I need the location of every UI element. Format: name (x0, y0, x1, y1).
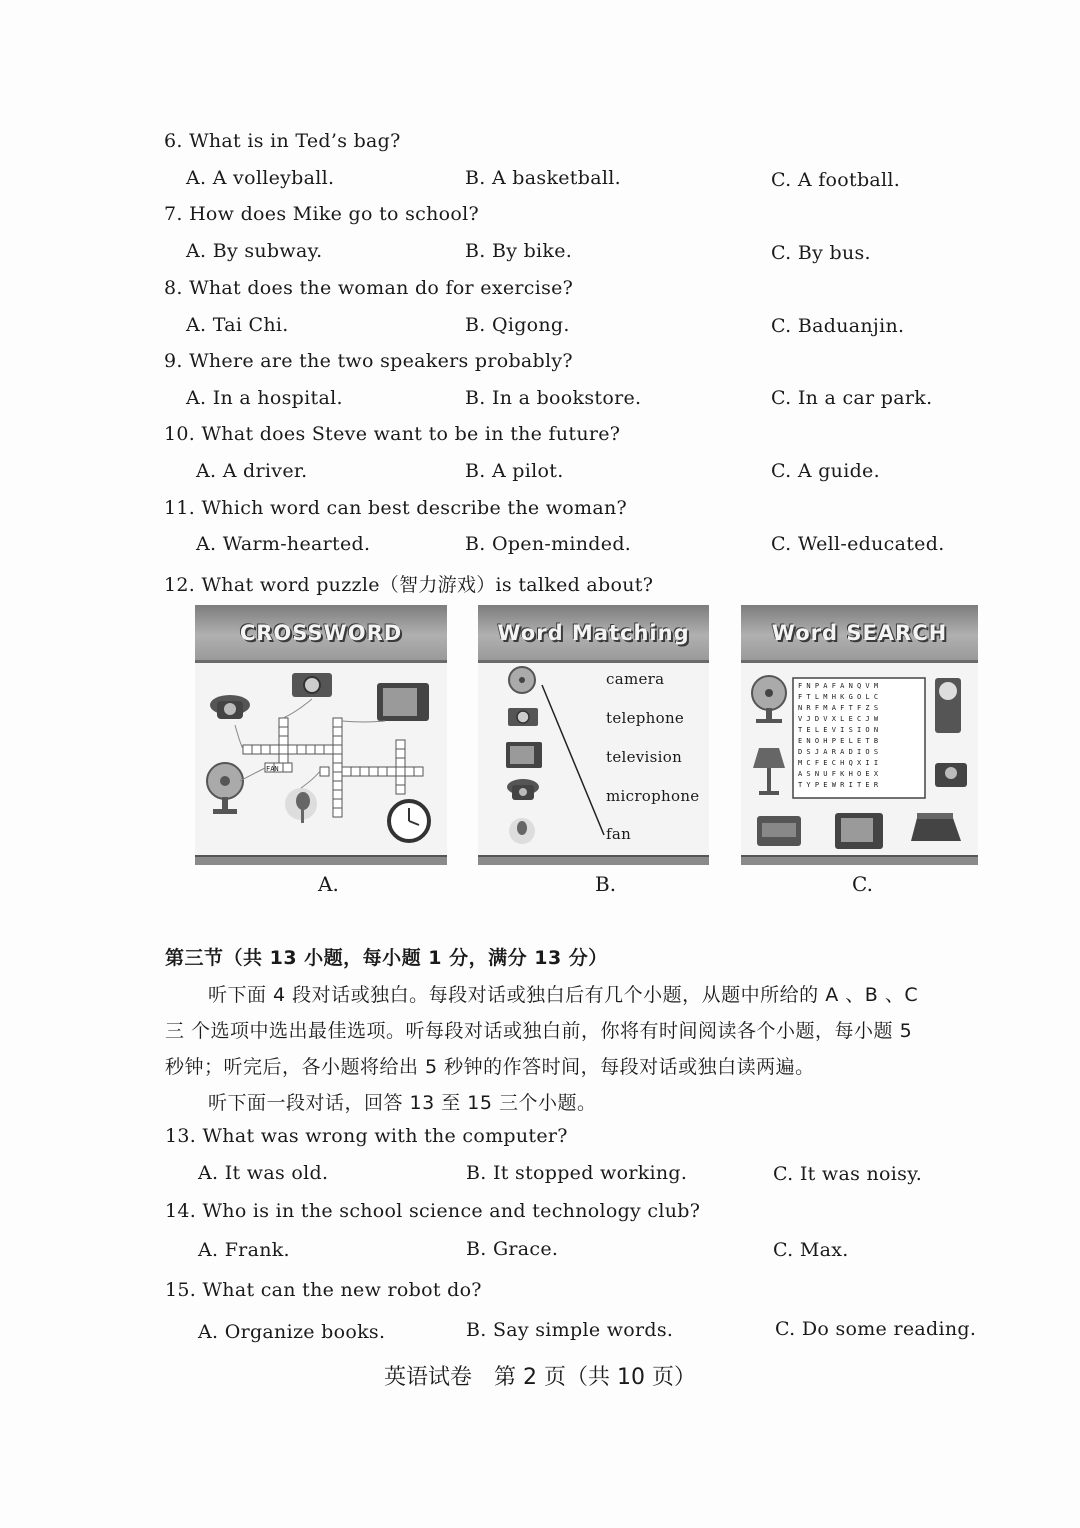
section-3-instructions-line-3: 秒钟；听完后，各小题将给出 5 秒钟的作答时间，每段对话或独白读两遍。 (165, 1056, 815, 1078)
microphone-icon (509, 818, 535, 844)
camera-icon (508, 708, 538, 726)
puzzle-label-c: C. (852, 872, 873, 896)
grid-row: E N O H P E L E T B (798, 737, 879, 745)
panel-c-footer (741, 855, 978, 865)
question-8-option-a: A. Tai Chi. (186, 314, 289, 336)
crossword-fan-word: FAN (266, 765, 279, 773)
grid-row: T Y P E W R I T E R (798, 781, 879, 789)
question-7-option-a: A. By subway. (186, 240, 323, 262)
panel-a-footer (195, 855, 447, 865)
grid-row: V J D V X L E C J W (798, 715, 879, 723)
question-13-option-c: C. It was noisy. (773, 1163, 923, 1185)
question-13-stem: 13. What was wrong with the computer? (165, 1125, 568, 1147)
question-14-stem: 14. Who is in the school science and technology club? (165, 1200, 701, 1222)
question-10-option-a: A. A driver. (196, 460, 308, 482)
question-15-option-a: A. Organize books. (198, 1321, 386, 1343)
question-8-stem: 8. What does the woman do for exercise? (164, 277, 574, 299)
microphone-icon (285, 788, 317, 823)
grid-row: F N P A F A N Q V M (798, 682, 879, 690)
question-15-option-c: C. Do some reading. (775, 1318, 977, 1340)
panel-a-title: CROSSWORD (239, 620, 403, 645)
question-9-option-a: A. In a hospital. (186, 387, 343, 409)
puzzle-panel-a (195, 605, 447, 865)
panel-b-header (478, 605, 709, 663)
radio-icon (757, 816, 801, 846)
puzzle-panel-b (478, 605, 709, 865)
question-15-option-b: B. Say simple words. (466, 1319, 674, 1341)
question-14-option-b: B. Grace. (466, 1238, 559, 1260)
question-8-option-b: B. Qigong. (465, 314, 570, 336)
telephone-icon (935, 763, 967, 787)
question-7-stem: 7. How does Mike go to school? (164, 203, 479, 225)
section-3-instructions-line-1: 听下面 4 段对话或独白。每段对话或独白后有几个小题，从题中所给的 A 、B 、C (208, 984, 919, 1006)
telephone-icon (507, 779, 539, 800)
question-13-option-a: A. It was old. (198, 1162, 329, 1184)
panel-a-header (195, 605, 447, 663)
question-14-option-c: C. Max. (773, 1239, 849, 1261)
question-9-option-b: B. In a bookstore. (465, 387, 642, 409)
question-10-option-c: C. A guide. (771, 460, 880, 482)
question-9-option-c: C. In a car park. (771, 387, 933, 409)
puzzle-panel-c (741, 605, 978, 865)
question-6-option-c: C. A football. (771, 169, 901, 191)
question-12-stem: 12. What word puzzle（智力游戏）is talked about? (164, 574, 654, 596)
question-11-option-a: A. Warm-hearted. (196, 533, 371, 555)
question-6-option-b: B. A basketball. (465, 167, 621, 189)
grid-row: M C F E C H Q X I I (798, 759, 879, 767)
fan-icon (752, 676, 786, 723)
question-7-option-c: C. By bus. (771, 242, 871, 264)
grid-row: D S J A R A D I O S (798, 748, 879, 756)
question-11-option-c: C. Well-educated. (771, 533, 945, 555)
question-8-option-c: C. Baduanjin. (771, 315, 905, 337)
match-word-telephone: telephone (606, 709, 685, 727)
clock-icon (935, 678, 961, 733)
television-icon (835, 813, 883, 849)
grid-row: N R F M A F T F Z S (798, 704, 879, 712)
typewriter-icon (911, 813, 961, 841)
television-icon (377, 683, 429, 721)
television-icon (506, 742, 542, 768)
matching-line (542, 685, 604, 835)
question-11-stem: 11. Which word can best describe the woman? (164, 497, 628, 519)
grid-row: T E L E V I S I O N (798, 726, 879, 734)
question-9-stem: 9. Where are the two speakers probably? (164, 350, 573, 372)
match-word-television: television (606, 748, 683, 766)
question-10-option-b: B. A pilot. (465, 460, 564, 482)
panel-c-header (741, 605, 978, 663)
fan-icon (207, 763, 243, 814)
lamp-icon (753, 748, 785, 795)
telephone-icon (210, 695, 250, 719)
section-3-heading: 第三节（共 13 小题，每小题 1 分，满分 13 分） (165, 947, 608, 969)
panel-b-title: Word Matching (497, 620, 690, 645)
panel-b-footer (478, 855, 709, 865)
section-3-sub-instruction: 听下面一段对话，回答 13 至 15 三个小题。 (208, 1092, 597, 1114)
puzzle-label-a: A. (318, 872, 339, 896)
fan-icon (509, 667, 535, 693)
camera-icon (292, 673, 332, 697)
question-14-option-a: A. Frank. (198, 1239, 290, 1261)
question-7-option-b: B. By bike. (465, 240, 573, 262)
question-10-stem: 10. What does Steve want to be in the future? (164, 423, 621, 445)
section-3-instructions-line-2: 三 个选项中选出最佳选项。听每段对话或独白前，你将有时间阅读各个小题，每小题 5 (165, 1020, 913, 1042)
crossword-illustration (195, 663, 447, 868)
question-13-option-b: B. It stopped working. (466, 1162, 688, 1184)
page-footer: 英语试卷 第 2 页（共 10 页） (384, 1365, 696, 1390)
grid-row: A S N U F K H O E X (798, 770, 879, 778)
question-11-option-b: B. Open-minded. (465, 533, 632, 555)
match-word-camera: camera (606, 670, 665, 688)
clock-icon (389, 801, 429, 841)
match-word-fan: fan (606, 825, 632, 843)
wordsearch-rows (798, 682, 924, 792)
question-6-stem: 6. What is in Ted’s bag? (164, 130, 401, 152)
panel-c-title: Word SEARCH (771, 620, 948, 645)
question-6-option-a: A. A volleyball. (186, 167, 335, 189)
puzzle-label-b: B. (595, 872, 617, 896)
match-word-microphone: microphone (606, 787, 700, 805)
grid-row: F T L M H K G O L C (798, 693, 879, 701)
question-15-stem: 15. What can the new robot do? (165, 1279, 482, 1301)
